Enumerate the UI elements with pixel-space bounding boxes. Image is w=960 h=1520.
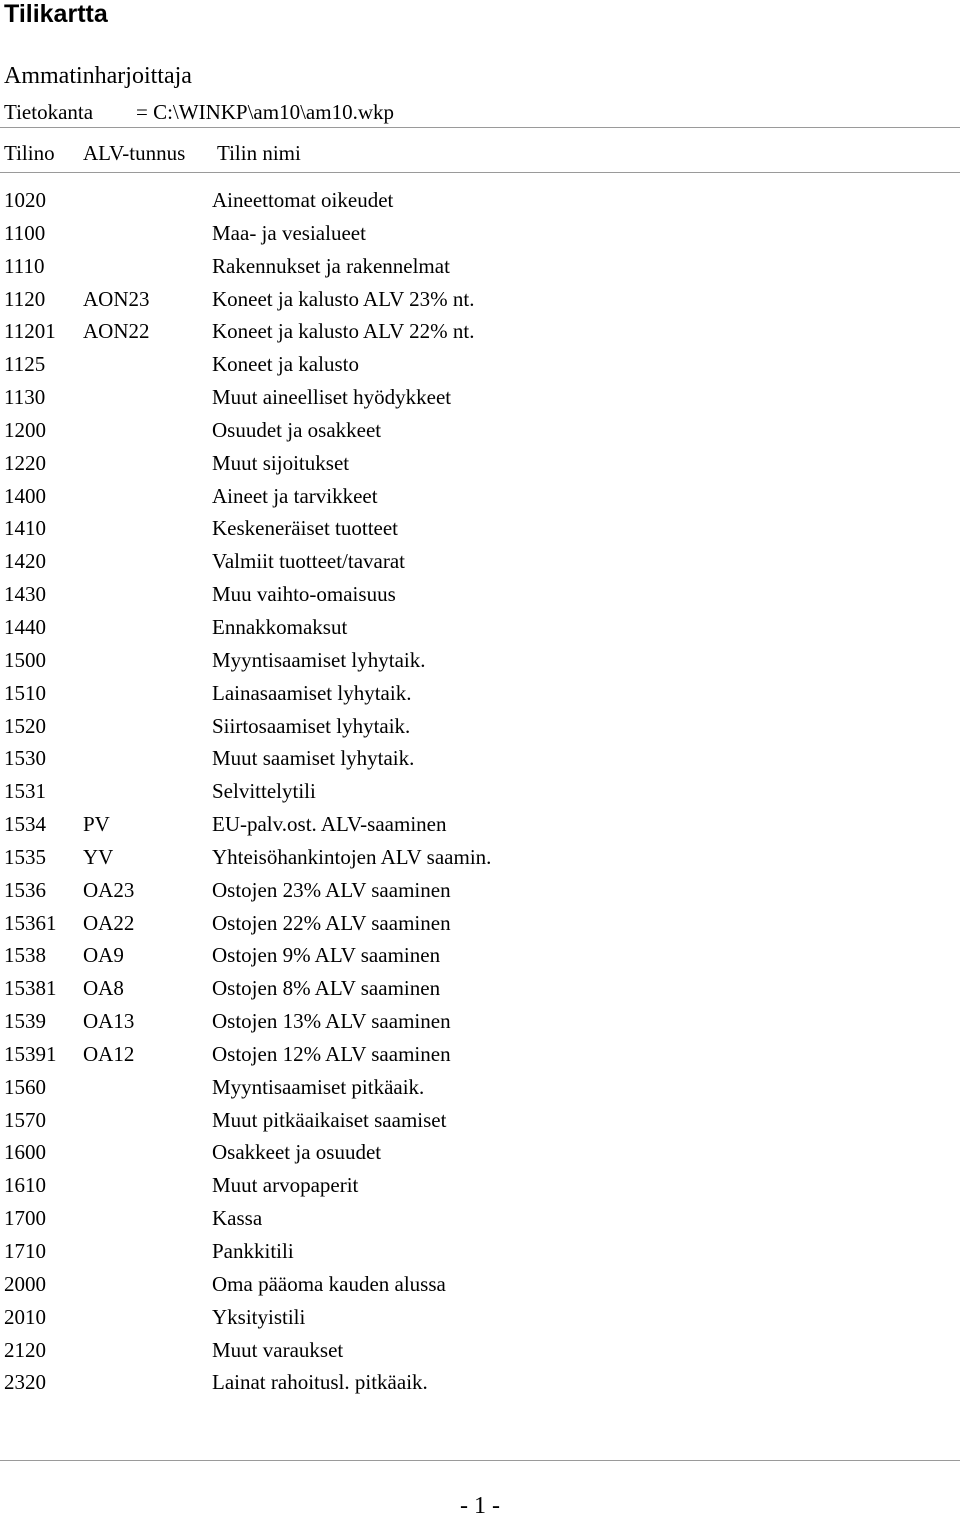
account-number: 11201: [4, 319, 56, 344]
account-row: [0, 1006, 960, 1039]
account-name: Koneet ja kalusto ALV 22% nt.: [212, 319, 475, 344]
account-number: 1125: [4, 352, 46, 377]
account-name: Osakkeet ja osuudet: [212, 1140, 382, 1165]
vat-code: OA23: [83, 877, 135, 902]
page-number: - 1 -: [460, 1493, 500, 1519]
account-name: Siirtosaamiset lyhytaik.: [212, 713, 411, 738]
account-row: [0, 382, 960, 415]
account-row: [0, 711, 960, 744]
account-name: Ennakkomaksut: [212, 614, 348, 639]
vat-code: OA8: [83, 976, 124, 1001]
account-name: Koneet ja kalusto ALV 23% nt.: [212, 286, 475, 311]
account-number: 1570: [4, 1107, 46, 1132]
account-number: 1420: [4, 549, 46, 574]
account-number: 15381: [4, 976, 57, 1001]
account-number: 1020: [4, 188, 46, 212]
account-row: [0, 776, 960, 809]
account-number: 2320: [4, 1370, 46, 1395]
vat-code: OA22: [83, 910, 135, 935]
account-name: Lainat rahoitusl. pitkäaik.: [212, 1370, 428, 1395]
account-row: [0, 1236, 960, 1269]
account-name: Muut sijoitukset: [212, 450, 350, 475]
vat-code: AON22: [83, 319, 150, 344]
account-row: [0, 415, 960, 448]
column-header-account-name: Tilin nimi: [217, 141, 301, 165]
account-number: 1520: [4, 713, 46, 738]
account-name: EU-palv.ost. ALV-saaminen: [212, 812, 447, 837]
account-row: [0, 481, 960, 514]
account-number: 15361: [4, 910, 57, 935]
account-name: Keskeneräiset tuotteet: [212, 516, 399, 541]
account-number: 1200: [4, 417, 46, 442]
account-number: 15391: [4, 1041, 57, 1066]
account-row: [0, 218, 960, 251]
account-row: [0, 546, 960, 579]
account-name: Muut pitkäaikaiset saamiset: [212, 1107, 447, 1132]
account-row: [0, 1203, 960, 1236]
account-name: Muut varaukset: [212, 1337, 344, 1362]
account-name: Pankkitili: [212, 1239, 294, 1263]
account-row: [0, 645, 960, 678]
vat-code: OA9: [83, 943, 124, 968]
vat-code: OA12: [83, 1041, 135, 1066]
account-name: Yhteisöhankintojen ALV saamin.: [212, 844, 492, 869]
account-number: 1510: [4, 680, 46, 705]
account-row: [0, 349, 960, 382]
account-number: 1120: [4, 286, 46, 311]
account-number: 1539: [4, 1009, 46, 1034]
account-number: 1710: [4, 1239, 46, 1263]
account-row: [0, 908, 960, 941]
account-number: 1410: [4, 516, 46, 541]
account-number: 1534: [4, 812, 46, 837]
account-row: [0, 185, 960, 218]
account-name: Rakennukset ja rakennelmat: [212, 253, 450, 278]
column-header-vat-code: ALV-tunnus: [83, 141, 186, 165]
account-number: 1400: [4, 483, 46, 508]
account-number: 1130: [4, 385, 46, 410]
account-number: 1220: [4, 450, 46, 475]
account-name: Aineettomat oikeudet: [212, 188, 394, 212]
account-number: 1500: [4, 647, 46, 672]
account-number: 1530: [4, 746, 46, 771]
account-row: [0, 284, 960, 317]
account-row: [0, 743, 960, 776]
account-row: [0, 251, 960, 284]
account-number: 1560: [4, 1074, 46, 1099]
account-name: Myyntisaamiset lyhytaik.: [212, 647, 426, 672]
account-name: Ostojen 9% ALV saaminen: [212, 943, 441, 968]
account-row: [0, 1269, 960, 1302]
account-name: Lainasaamiset lyhytaik.: [212, 680, 412, 705]
account-row: [0, 809, 960, 842]
account-name: Oma pääoma kauden alussa: [212, 1271, 446, 1296]
account-name: Ostojen 8% ALV saaminen: [212, 976, 441, 1001]
account-name: Kassa: [212, 1206, 263, 1231]
account-name: Muu vaihto-omaisuus: [212, 582, 396, 607]
vat-code: OA13: [83, 1009, 135, 1034]
account-row: [0, 875, 960, 908]
account-number: 1700: [4, 1206, 46, 1231]
account-number: 1100: [4, 220, 46, 245]
account-name: Muut saamiset lyhytaik.: [212, 746, 415, 771]
account-name: Aineet ja tarvikkeet: [212, 483, 378, 508]
vat-code: YV: [83, 844, 114, 869]
account-row: [0, 612, 960, 645]
account-name: Myyntisaamiset pitkäaik.: [212, 1074, 425, 1099]
account-number: 1531: [4, 779, 46, 804]
database-label: Tietokanta: [4, 100, 94, 124]
report-title: Tilikartta: [4, 0, 108, 28]
account-number: 1440: [4, 614, 46, 639]
column-header-account-no: Tilino: [4, 141, 55, 165]
account-number: 1538: [4, 943, 46, 968]
account-name: Ostojen 13% ALV saaminen: [212, 1009, 451, 1034]
account-row: [0, 678, 960, 711]
account-name: Maa- ja vesialueet: [212, 220, 366, 245]
account-row: [0, 940, 960, 973]
account-row: [0, 1302, 960, 1335]
header-divider-top: [0, 127, 960, 128]
account-number: 1536: [4, 877, 46, 902]
account-row: [0, 1137, 960, 1170]
account-name: Ostojen 22% ALV saaminen: [212, 910, 451, 935]
account-name: Osuudet ja osakkeet: [212, 417, 382, 442]
account-name: Ostojen 23% ALV saaminen: [212, 877, 451, 902]
account-row: [0, 579, 960, 612]
account-row: [0, 1335, 960, 1368]
database-line: [4, 99, 394, 125]
account-row: [0, 842, 960, 875]
account-number: 1110: [4, 253, 45, 278]
account-name: Selvittelytili: [212, 779, 316, 804]
account-number: 1535: [4, 844, 46, 869]
account-name: Ostojen 12% ALV saaminen: [212, 1041, 451, 1066]
footer-divider: [0, 1460, 960, 1461]
account-list: [0, 185, 960, 1400]
account-number: 2120: [4, 1337, 46, 1362]
vat-code: PV: [83, 812, 110, 837]
account-name: Yksityistili: [212, 1304, 306, 1329]
account-name: Muut aineelliset hyödykkeet: [212, 385, 452, 410]
account-name: Muut arvopaperit: [212, 1173, 359, 1198]
account-row: [0, 1039, 960, 1072]
account-name: Koneet ja kalusto: [212, 352, 359, 377]
account-row: [0, 973, 960, 1006]
account-row: [0, 1072, 960, 1105]
account-number: 2000: [4, 1271, 46, 1296]
account-row: [0, 448, 960, 481]
vat-code: AON23: [83, 286, 150, 311]
account-row: [0, 513, 960, 546]
account-row: [0, 1105, 960, 1138]
account-row: [0, 316, 960, 349]
account-number: 1430: [4, 582, 46, 607]
account-row: [0, 1367, 960, 1400]
company-name: Ammatinharjoittaja: [4, 63, 192, 89]
account-number: 1610: [4, 1173, 46, 1198]
header-divider-bottom: [0, 172, 960, 173]
account-number: 2010: [4, 1304, 46, 1329]
database-path: = C:\WINKP\am10\am10.wkp: [136, 100, 394, 124]
account-row: [0, 1170, 960, 1203]
account-name: Valmiit tuotteet/tavarat: [212, 549, 406, 574]
account-number: 1600: [4, 1140, 46, 1165]
